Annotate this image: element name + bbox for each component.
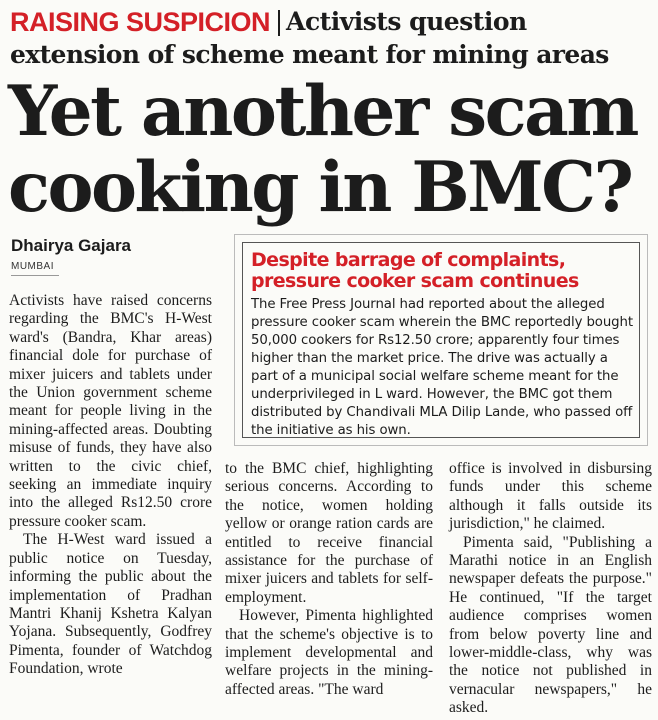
headline-line1: Yet another scam (8, 71, 637, 152)
kicker-divider (278, 10, 280, 36)
headline (8, 71, 653, 228)
kicker-tag: RAISING SUSPICION (10, 7, 271, 37)
article-paragraph: to the BMC chief, highlighting serious concerns. According to the notice, women holding yellow or orange ration cards are entitled to receive financial assistance for the purchase of mixer juicers and tablets for self-employment. (225, 460, 433, 606)
dateline-rule (11, 275, 59, 276)
article-paragraph: However, Pimenta highlighted that the scheme's objective is to implement developmental and welfare projects in the mining-affected areas. "The ward (225, 607, 433, 698)
sidebar-box-title-line2: pressure cooker scam continues (251, 270, 579, 292)
kicker-subhead-line2: extension of scheme meant for mining areas (10, 40, 609, 69)
article-paragraph: Pimenta said, "Publishing a Marathi notice in an English newspaper defeats the purpose." He continued, "If the target audience comprises women from below poverty line and lower-middle-class, why was the notice not published in vernacular newspapers," he asked. (449, 533, 652, 717)
sidebar-box (242, 242, 640, 438)
article-paragraph: The H-West ward issued a public notice on Tuesday, informing the public about the implementation of Pradhan Mantri Khanij Kshetra Kalyan Yojana. Subsequently, Godfrey Pimenta, founder of Watchdog Foundation, wrote (9, 531, 212, 678)
kicker (10, 6, 650, 38)
dateline: MUMBAI (11, 261, 54, 272)
article-paragraph: office is involved in disbursing funds under this scheme although it falls outside its jurisdiction," he claimed. (449, 460, 652, 533)
sidebar-box-body: The Free Press Journal had reported about the alleged pressure cooker scam wherein the BMC reportedly bought 50,000 cookers for Rs12.50 crore; apparently four times higher than the market price. The drive was actually a part of a municipal social welfare scheme meant for the underprivileged in L ward. However, the BMC got them distributed by Chandivali MLA Dilip Lande, who passed off the initiative as his own. (251, 297, 633, 438)
article-column-2 (225, 460, 433, 699)
headline-line2: cooking in BMC? (8, 147, 632, 228)
byline: Dhairya Gajara (11, 236, 132, 255)
kicker-subhead-line1: Activists question (286, 7, 527, 36)
article-column-1 (9, 292, 212, 679)
sidebar-box-title-line1: Despite barrage of complaints, (251, 249, 566, 271)
sidebar-box-title (251, 250, 633, 292)
article-paragraph: Activists have raised concerns regarding the BMC's H-West ward's (Bandra, Khar areas) financial dole for purchase of mixer juicers and tablets under the Union government scheme meant for people living in the mining-affected areas. Doubting misuse of funds, they have also written to the civic chief, seeking an immediate inquiry into the alleged Rs12.50 crore pressure cooker scam. (9, 292, 212, 530)
article-column-3 (449, 460, 652, 718)
